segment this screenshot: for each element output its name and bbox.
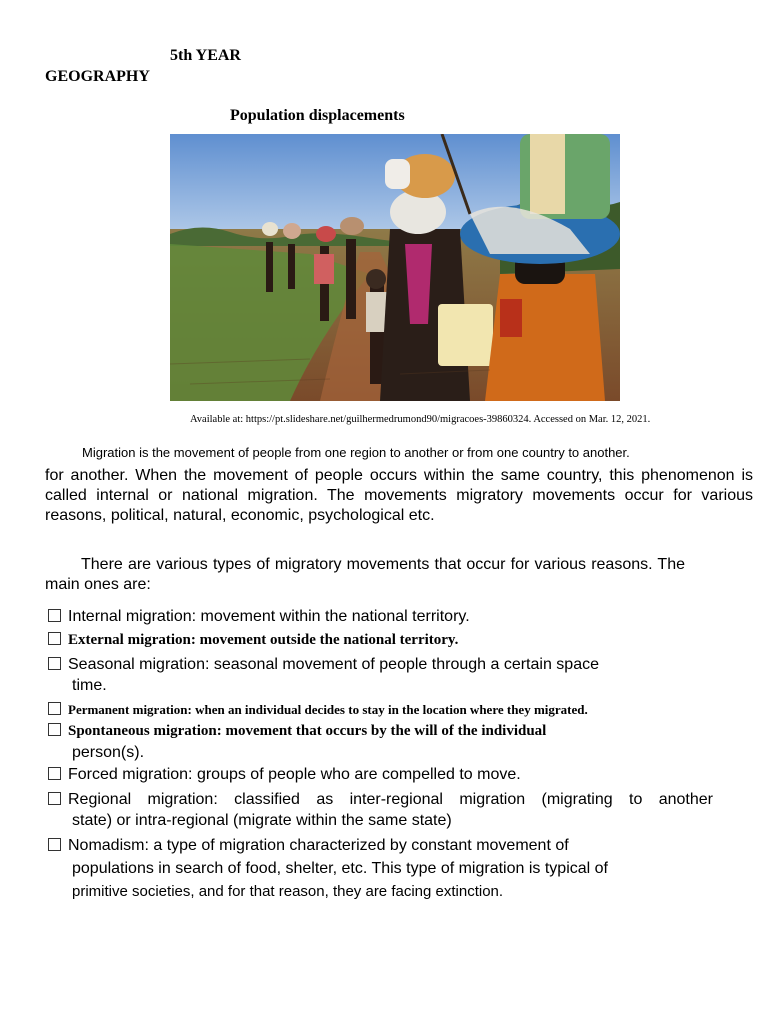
- list-item: Spontaneous migration: movement that occurs by the will of the individual person(s).: [48, 721, 713, 763]
- intro-paragraph-first-line: Migration is the movement of people from one region to another or from one country to another.: [82, 445, 630, 460]
- migration-photo: [170, 134, 620, 401]
- checkbox-square-icon: [48, 609, 61, 622]
- image-source-caption: Available at: https://pt.slideshare.net/guilhermedrumond90/migracoes-39860324. Accessed on Mar. 12, 2021.: [190, 414, 651, 425]
- list-item: Internal migration: movement within the national territory.: [48, 606, 713, 627]
- subject-heading: GEOGRAPHY: [45, 68, 150, 85]
- intro-paragraph: for another. When the movement of people occurs within the same country, this phenomenon is called internal or national migration. The movements migratory movements occur for various reasons, political, natural, economic, psychological etc.: [45, 467, 753, 524]
- checkbox-square-icon: [48, 702, 61, 715]
- page-title: Population displacements: [230, 107, 405, 124]
- checkbox-square-icon: [48, 723, 61, 736]
- checkbox-square-icon: [48, 792, 61, 805]
- checkbox-square-icon: [48, 767, 61, 780]
- list-item: External migration: movement outside the national territory.: [48, 630, 713, 651]
- list-item: Forced migration: groups of people who are compelled to move.: [48, 764, 713, 785]
- list-item: Regional migration: classified as inter-regional migration (migrating to another state) or intra-regional (migrate within the same state): [48, 789, 713, 831]
- checkbox-square-icon: [48, 838, 61, 851]
- types-intro-paragraph: There are various types of migratory movements that occur for various reasons. The main ones are:: [45, 556, 685, 593]
- list-item: Permanent migration: when an individual decides to stay in the location where they migrated.: [48, 699, 713, 720]
- grade-heading: 5th YEAR: [170, 47, 241, 64]
- list-item: Seasonal migration: seasonal movement of people through a certain space time.: [48, 654, 713, 696]
- checkbox-square-icon: [48, 632, 61, 645]
- checkbox-square-icon: [48, 657, 61, 670]
- list-item: Nomadism: a type of migration characterized by constant movement of populations in search of food, shelter, etc. This type of migration is typical of primitive societies, and for that reason, they are facing extinction.: [48, 834, 713, 903]
